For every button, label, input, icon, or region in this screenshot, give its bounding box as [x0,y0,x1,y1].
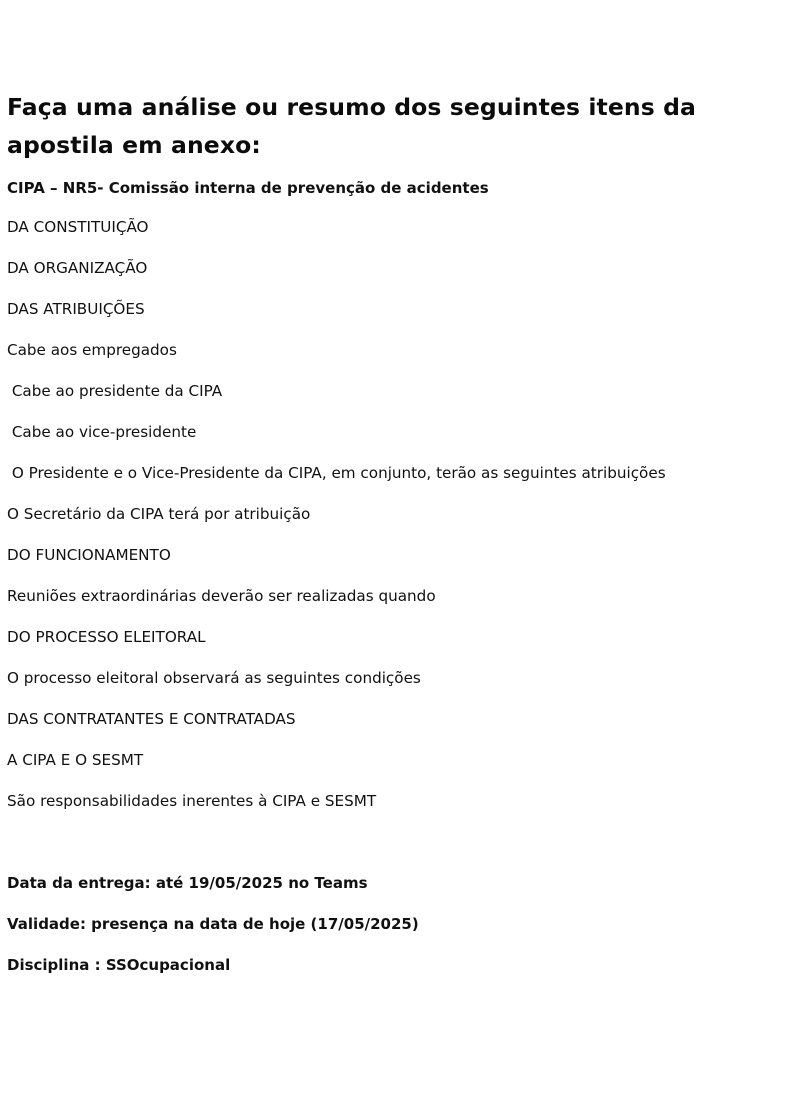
discipline-note: Disciplina : SSOcupacional [7,956,231,974]
document-page [7,88,797,996]
item-cabe-presidente: Cabe ao presidente da CIPA [7,382,223,400]
document-subtitle: CIPA – NR5- Comissão interna de prevenção de acidentes [7,179,489,197]
item-cabe-vice-presidente: Cabe ao vice-presidente [7,423,197,441]
item-processo-eleitoral: DO PROCESSO ELEITORAL [7,628,206,646]
item-secretario: O Secretário da CIPA terá por atribuição [7,505,311,523]
item-cipa-sesmt: A CIPA E O SESMT [7,751,144,769]
item-reunioes-extraordinarias: Reuniões extraordinárias deverão ser realizadas quando [7,587,436,605]
section-spacer [7,832,797,873]
item-funcionamento: DO FUNCIONAMENTO [7,546,171,564]
item-responsabilidades: São responsabilidades inerentes à CIPA e SESMT [7,792,377,810]
delivery-date-note: Data da entrega: até 19/05/2025 no Teams [7,874,368,892]
document-title: Faça uma análise ou resumo dos seguintes itens da apostila em anexo: [7,93,696,159]
item-constituicao: DA CONSTITUIÇÃO [7,218,149,236]
validity-note: Validade: presença na data de hoje (17/05/2025) [7,915,419,933]
item-organizacao: DA ORGANIZAÇÃO [7,259,148,277]
item-presidente-vice-conjunto: O Presidente e o Vice-Presidente da CIPA, em conjunto, terão as seguintes atribuições [7,464,666,482]
item-condicoes-eleitorais: O processo eleitoral observará as seguintes condições [7,669,421,687]
item-atribuicoes: DAS ATRIBUIÇÕES [7,300,145,318]
item-contratantes-contratadas: DAS CONTRATANTES E CONTRATADAS [7,710,296,728]
item-cabe-empregados: Cabe aos empregados [7,341,177,359]
